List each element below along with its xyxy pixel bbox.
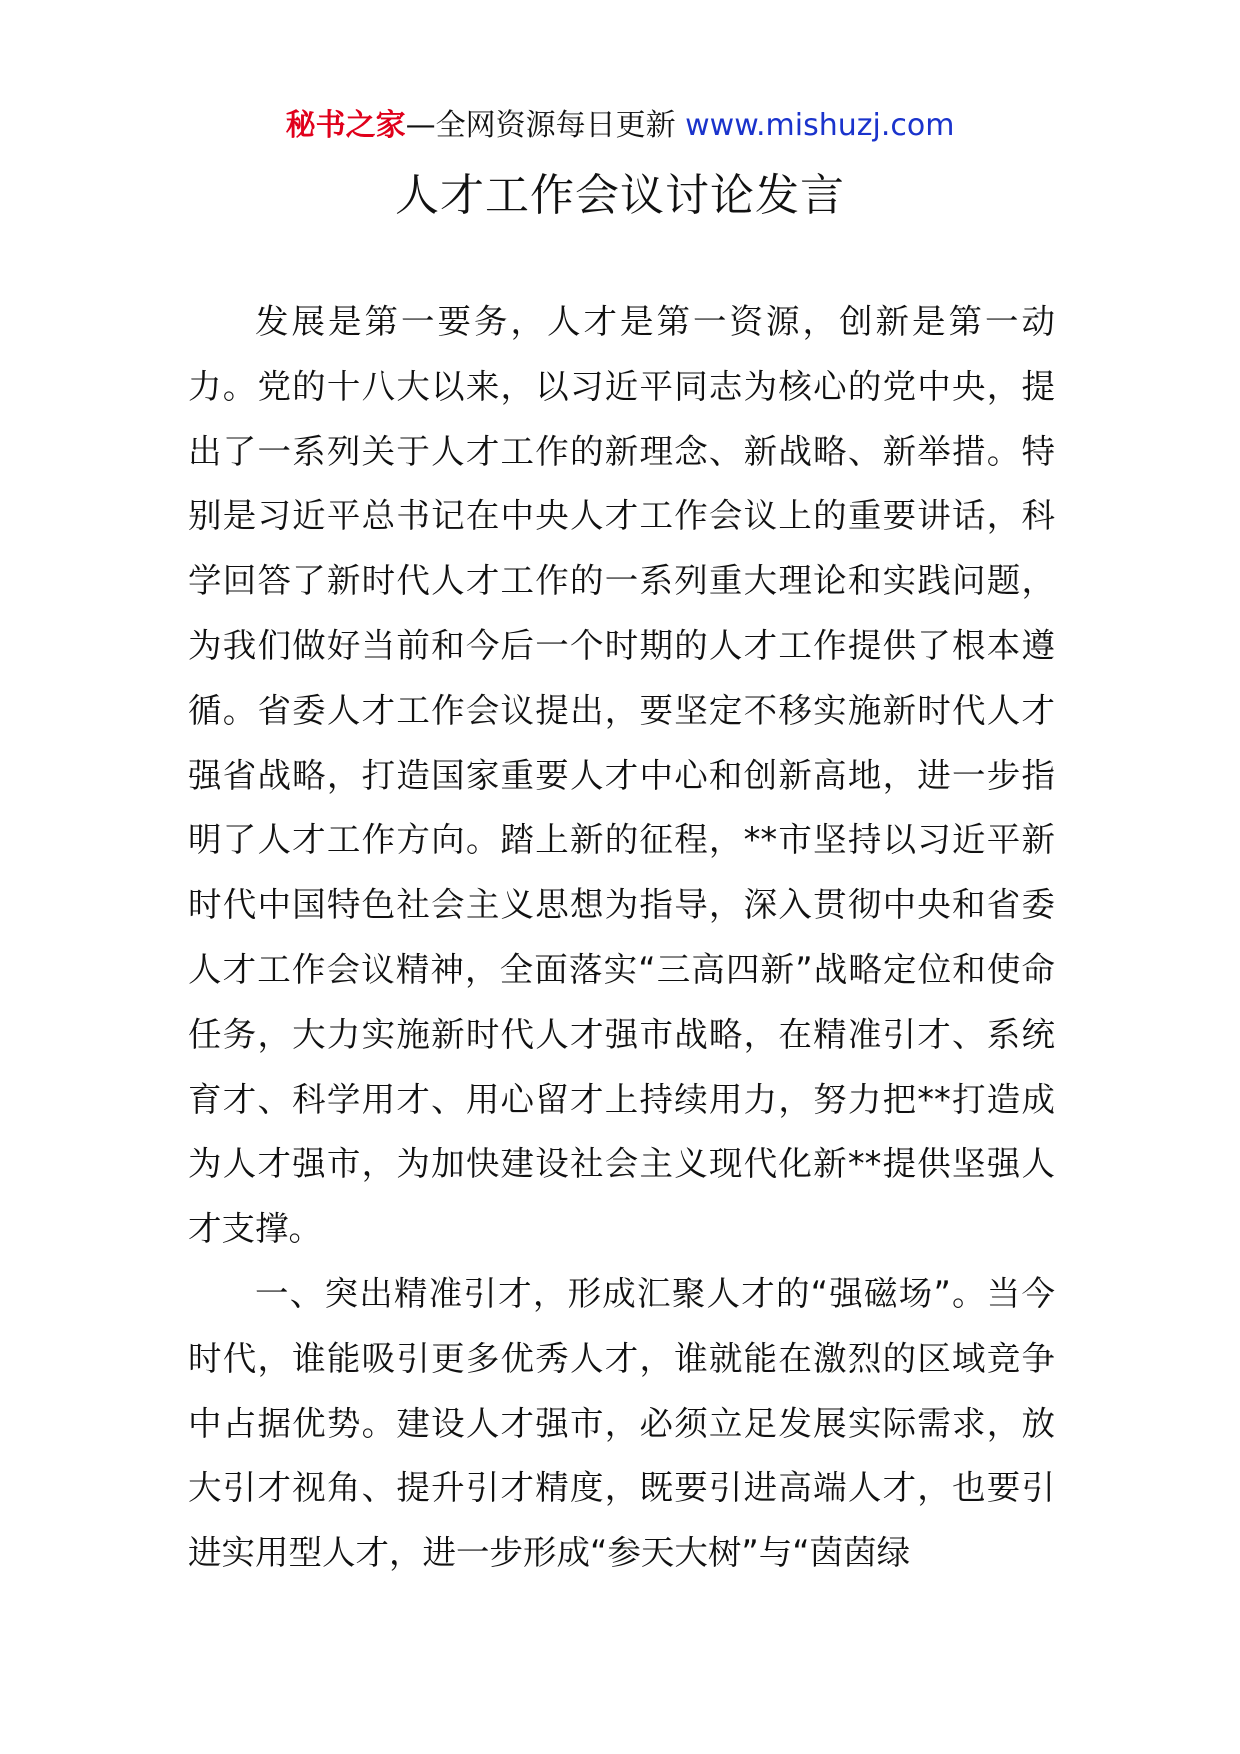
banner-slogan: —全网资源每日更新	[405, 108, 686, 143]
body-paragraph: 发展是第一要务，人才是第一资源，创新是第一动力。党的十八大以来，以习近平同志为核心的党中央，提出了一系列关于人才工作的新理念、新战略、新举措。特别是习近平总书记在中央人才工作会议上的重要讲话，科学回答了新时代人才工作的一系列重大理论和实践问题，为我们做好当前和今后一个时期的人才工作提供了根本遵循。省委人才工作会议提出，要坚定不移实施新时代人才强省战略，打造国家重要人才中心和创新高地，进一步指明了人才工作方向。踏上新的征程，**市坚持以习近平新时代中国特色社会主义思想为指导，深入贯彻中央和省委人才工作会议精神，全面落实“三高四新”战略定位和使命任务，大力实施新时代人才强市战略，在精准引才、系统育才、科学用才、用心留才上持续用力，努力把**打造成为人才强市，为加快建设社会主义现代化新**提供坚强人才支撑。	[188, 302, 1055, 1249]
document-body	[188, 290, 1055, 1586]
brand-name: 秘书之家	[285, 108, 406, 143]
section-heading: 一、突出精准引才，形成汇聚人才的“强磁场”。	[255, 1273, 987, 1313]
section-text: 当今时代，谁能吸引更多优秀人才，谁就能在激烈的区域竞争中占据优势。建设人才强市，必须立足发展实际需求，放大引才视角、提升引才精度，既要引进高端人才，也要引进实用型人才，进一步形成“参天大树”与“茵茵绿	[188, 1273, 1055, 1573]
site-url-link[interactable]: www.mishuzj.com	[685, 108, 955, 143]
document-title: 人才工作会议讨论发言	[395, 170, 845, 221]
site-banner	[0, 104, 1240, 148]
section-paragraph	[188, 1262, 1055, 1586]
